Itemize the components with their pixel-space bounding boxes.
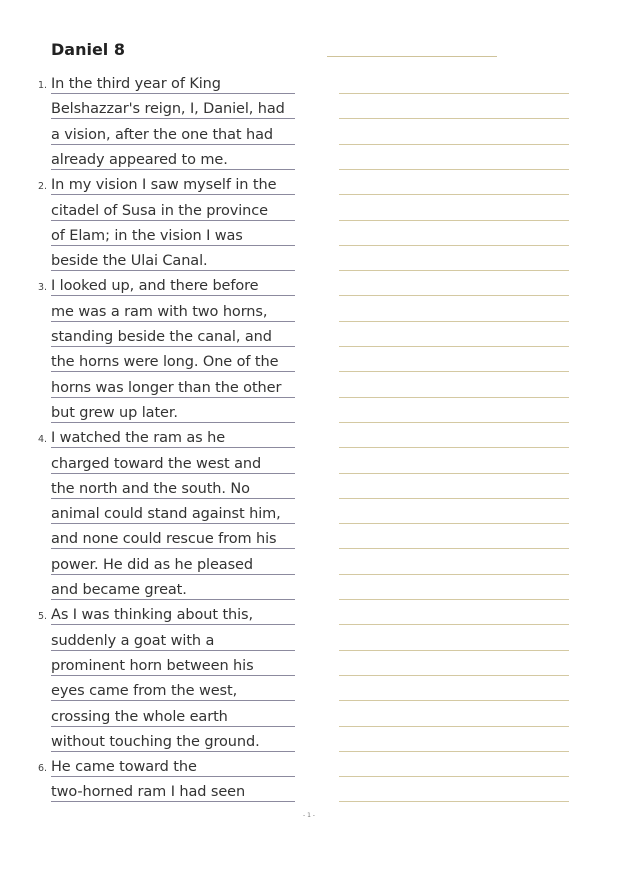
verse-text: prominent horn between his xyxy=(51,657,254,674)
verse-text: the north and the south. No xyxy=(51,480,250,497)
verse-number: 6. xyxy=(38,763,48,775)
verse-text: crossing the whole earth xyxy=(51,708,228,725)
verse-line-row xyxy=(0,651,624,676)
verse-line-row xyxy=(0,69,624,94)
verse-text: and became great. xyxy=(51,582,187,598)
verse-text: He came toward the xyxy=(51,759,197,776)
verse-line-row xyxy=(0,676,624,701)
verse-line-row xyxy=(0,423,624,448)
verse-line-row xyxy=(0,474,624,499)
page-number: - 1 - xyxy=(303,812,315,819)
verse-text: a vision, after the one that had xyxy=(51,126,274,143)
verse-line-row xyxy=(0,626,624,651)
verse-text: and none could rescue from his xyxy=(51,531,277,548)
verse-text: In the third year of King xyxy=(51,76,221,92)
verse-line-row xyxy=(0,221,624,246)
writing-line xyxy=(339,801,569,802)
verse-text: citadel of Susa in the province xyxy=(51,202,268,219)
verse-line-row xyxy=(0,297,624,322)
verse-text: without touching the ground. xyxy=(51,733,260,750)
verse-number: 4. xyxy=(38,434,48,446)
verse-line-row xyxy=(0,499,624,524)
verse-text: standing beside the canal, and xyxy=(51,329,272,345)
verse-line-row xyxy=(0,550,624,575)
verse-line-row xyxy=(0,727,624,752)
verse-text: me was a ram with two horns, xyxy=(51,303,268,320)
verse-number: 3. xyxy=(38,282,48,294)
verse-text: In my vision I saw myself in the xyxy=(51,177,277,194)
verse-line-row xyxy=(0,398,624,423)
verse-text: Belshazzar's reign, I, Daniel, had xyxy=(51,101,285,118)
verse-line-row xyxy=(0,322,624,347)
verse-line-row xyxy=(0,524,624,549)
verse-text: animal could stand against him, xyxy=(51,506,281,523)
verse-line-row xyxy=(0,196,624,221)
verse-text: two-horned ram I had seen xyxy=(51,784,246,801)
verse-line-row xyxy=(0,575,624,600)
verse-line-row xyxy=(0,94,624,119)
verse-number: 5. xyxy=(38,611,48,623)
verse-line-row xyxy=(0,449,624,474)
verse-line-row xyxy=(0,120,624,145)
verse-text: beside the Ulai Canal. xyxy=(51,253,208,270)
verse-text: As I was thinking about this, xyxy=(51,607,254,624)
verse-line-row xyxy=(0,373,624,398)
verse-text: I looked up, and there before xyxy=(51,278,259,295)
verse-text: power. He did as he pleased xyxy=(51,556,253,573)
title-writing-line xyxy=(327,56,497,57)
verse-text: horns was longer than the other xyxy=(51,379,282,396)
verse-line-row xyxy=(0,347,624,372)
verse-line-row xyxy=(0,246,624,271)
verse-line-row xyxy=(0,702,624,727)
verse-line-row xyxy=(0,777,624,802)
verse-text: charged toward the west and xyxy=(51,455,262,472)
verse-text: already appeared to me. xyxy=(51,151,228,168)
verse-line-row xyxy=(0,600,624,625)
verse-text: of Elam; in the vision I was xyxy=(51,227,243,244)
verse-text: the horns were long. One of the xyxy=(51,354,279,371)
verse-text: eyes came from the west, xyxy=(51,683,238,700)
verse-text: suddenly a goat with a xyxy=(51,632,215,649)
verse-line-row xyxy=(0,145,624,170)
page-title: Daniel 8 xyxy=(51,40,125,59)
verse-number: 1. xyxy=(38,80,48,91)
text-underline xyxy=(51,801,295,802)
verse-line-row xyxy=(0,170,624,195)
verse-line-row xyxy=(0,271,624,296)
verse-text: but grew up later. xyxy=(51,404,178,421)
verse-line-row xyxy=(0,752,624,777)
verse-text: I watched the ram as he xyxy=(51,430,226,447)
verse-number: 2. xyxy=(38,181,48,193)
